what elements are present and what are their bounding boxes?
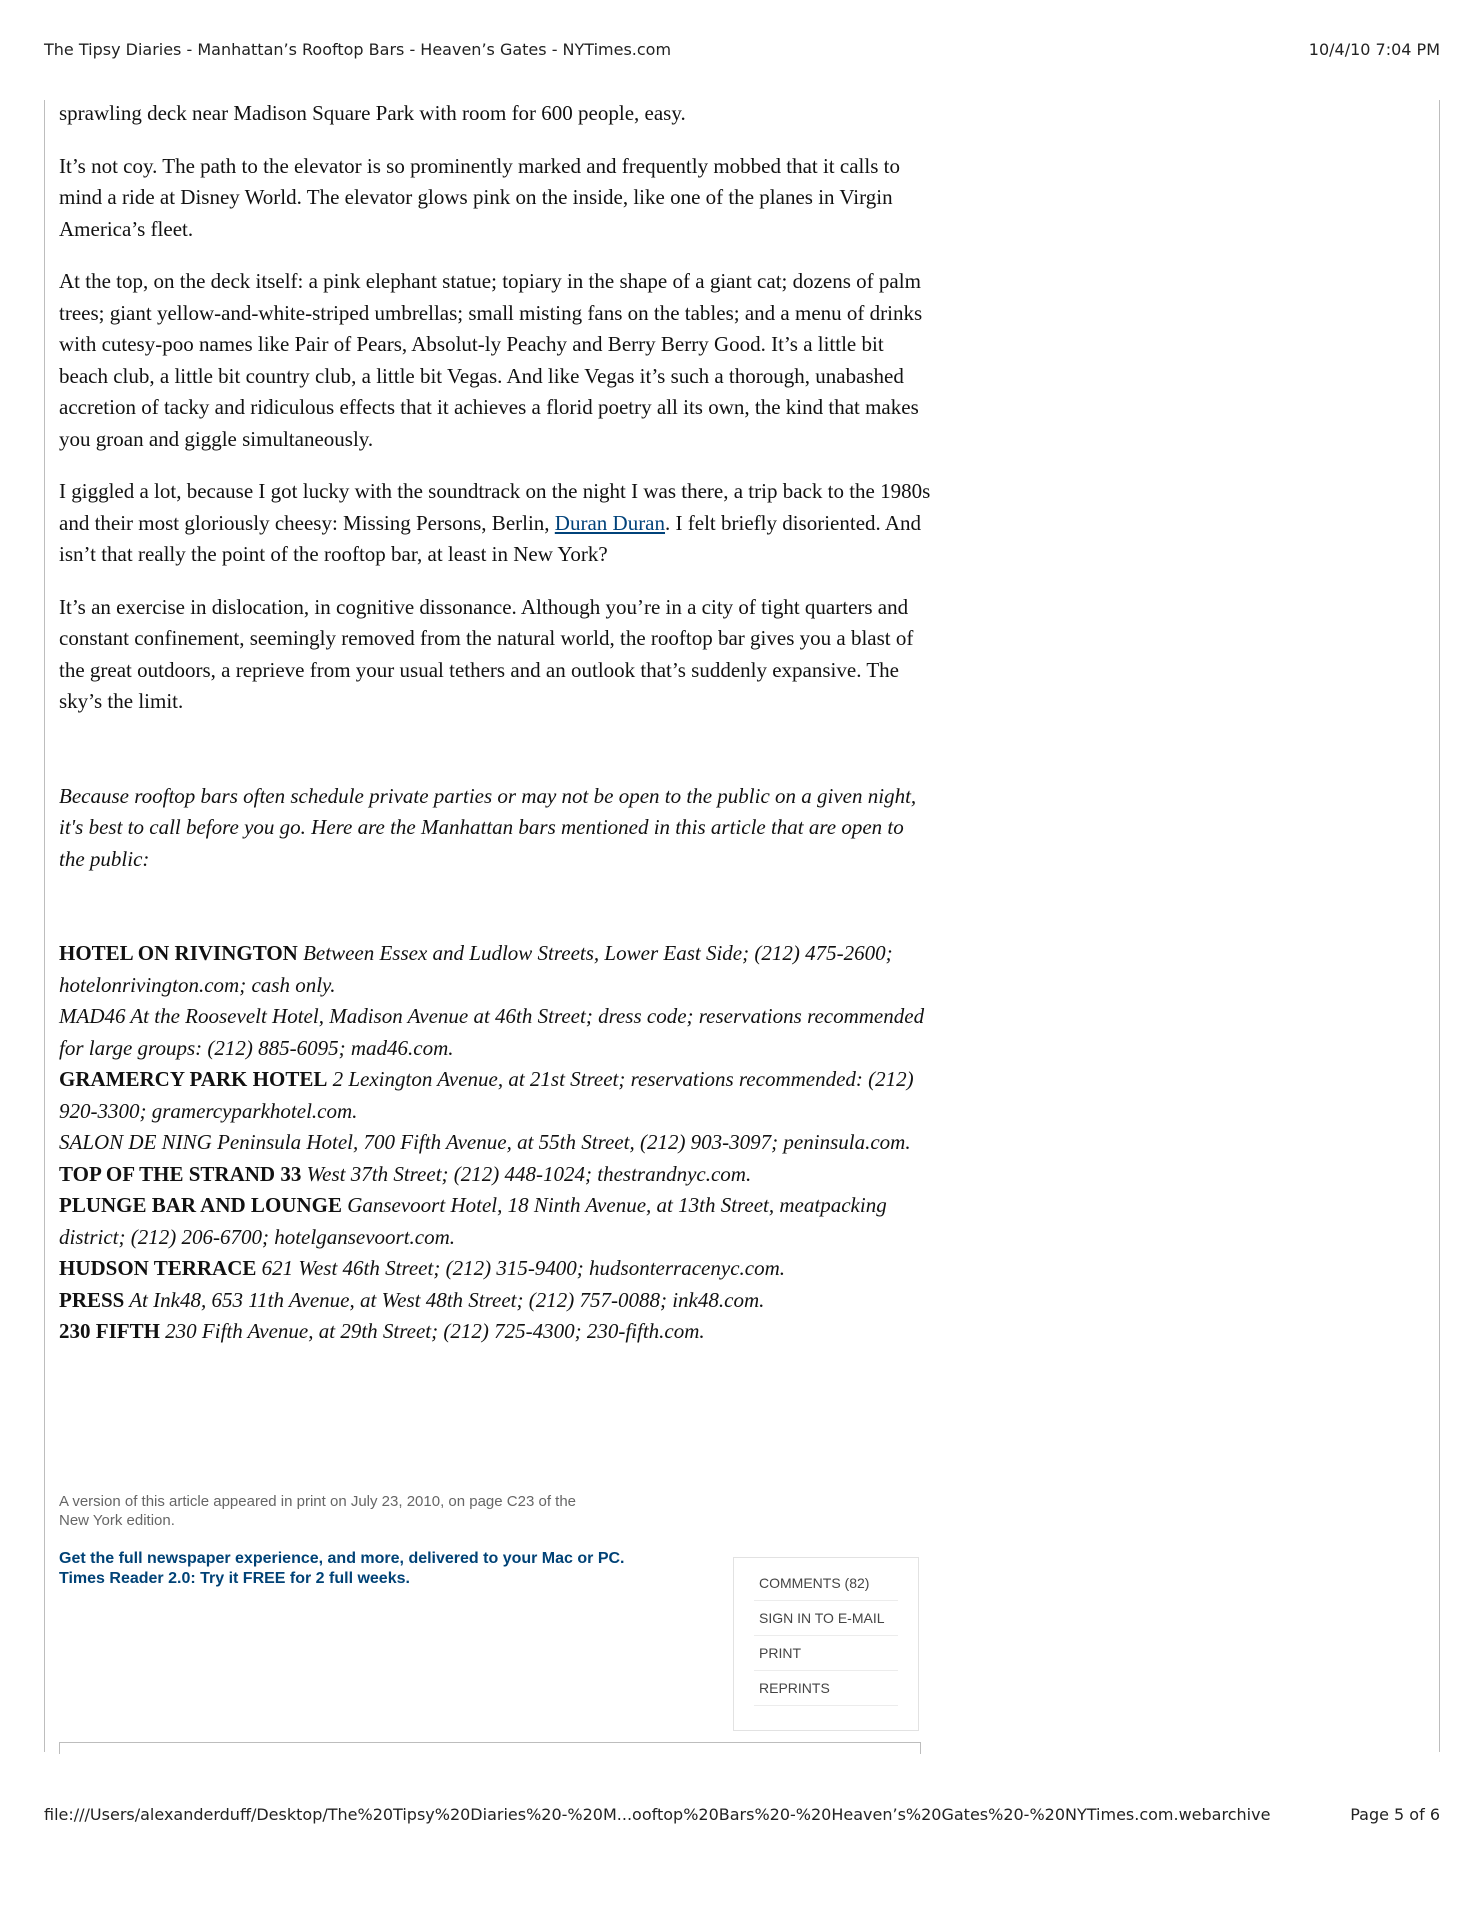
listing-details: West 37th Street; (212) 448-1024; thestrandnyc.com. xyxy=(301,1161,752,1186)
paragraph: sprawling deck near Madison Square Park with room for 600 people, easy. xyxy=(59,101,686,125)
listing-details: SALON DE NING Peninsula Hotel, 700 Fifth Avenue, at 55th Street, (212) 903-3097; peninsula.com. xyxy=(59,1130,911,1154)
duran-duran-link[interactable]: Duran Duran xyxy=(554,510,666,535)
listing-name: 230 FIFTH xyxy=(59,1319,160,1343)
page-frame-right xyxy=(1439,100,1440,1752)
email-signin-link[interactable]: SIGN IN TO E-MAIL xyxy=(754,1601,898,1636)
bottom-panel-edge xyxy=(59,1742,921,1754)
listing-details: 2 Lexington Avenue, at 21st Street; reservations recommended: (212) 920-3300; gramercyparkhotel.com. xyxy=(59,1067,914,1123)
listing-name: PRESS xyxy=(59,1287,125,1312)
paragraph-text: I giggled a lot, because I got lucky with the soundtrack on the night I was there, a trip back to the 1980s and their most gloriously cheesy: Missing Persons, Berlin, xyxy=(59,479,931,535)
listing-details: At Ink48, 653 11th Avenue, at West 48th Street; (212) 757-0088; ink48.com. xyxy=(124,1287,765,1312)
listing-name: HUDSON TERRACE xyxy=(59,1256,257,1280)
print-header xyxy=(44,40,1440,59)
page-number: Page 5 of 6 xyxy=(1350,1805,1440,1824)
public-access-note: Because rooftop bars often schedule private parties or may not be open to the public on a given night, it's best to call before you go. Here are the Manhattan bars mentioned in this article that are open to the public: xyxy=(59,783,917,871)
listing-details: 230 Fifth Avenue, at 29th Street; (212) 725-4300; 230-fifth.com. xyxy=(159,1319,705,1343)
bar-listings xyxy=(59,938,934,1348)
article-tools xyxy=(733,1557,919,1731)
paragraph xyxy=(59,476,934,571)
reprints-link[interactable]: REPRINTS xyxy=(754,1671,898,1706)
listing-name: HOTEL ON RIVINGTON xyxy=(59,941,298,965)
listing-item xyxy=(59,1253,934,1285)
listing-item xyxy=(59,938,934,1001)
listing-details: Gansevoort Hotel, 18 Ninth Avenue, at 13th Street, meatpacking district; (212) 206-6700; hotelgansevoort.com. xyxy=(59,1193,887,1249)
listing-item xyxy=(59,1159,934,1191)
print-link[interactable]: PRINT xyxy=(754,1636,898,1671)
listing-item xyxy=(59,1127,934,1159)
listing-name: GRAMERCY PARK HOTEL xyxy=(59,1067,328,1091)
promo-line[interactable]: Times Reader 2.0: Try it FREE for 2 full weeks. xyxy=(59,1570,410,1587)
article-body xyxy=(59,98,934,1348)
listing-item xyxy=(59,1190,934,1253)
listing-details: MAD46 At the Roosevelt Hotel, Madison Avenue at 46th Street; dress code; reservations recommended for large groups: (212) 885-6095; mad46.com. xyxy=(59,1004,925,1060)
listing-name: PLUNGE BAR AND LOUNGE xyxy=(59,1193,342,1217)
page-frame-left xyxy=(44,100,45,1752)
page-title: The Tipsy Diaries - Manhattan’s Rooftop Bars - Heaven’s Gates - NYTimes.com xyxy=(44,40,672,59)
print-datetime: 10/4/10 7:04 PM xyxy=(1308,40,1440,59)
paragraph: It’s an exercise in dislocation, in cognitive dissonance. Although you’re in a city of tight quarters and constant confinement, seemingly removed from the natural world, the rooftop bar gives you a blast of the great outdoors, a reprieve from your usual tethers and an outlook that’s suddenly expansive. The sky’s the limit. xyxy=(59,594,914,713)
paragraph: It’s not coy. The path to the elevator is so prominently marked and frequently mobbed that it calls to mind a ride at Disney World. The elevator glows pink on the inside, like one of the planes in Virgin America’s fleet. xyxy=(59,153,900,241)
paragraph: At the top, on the deck itself: a pink elephant statue; topiary in the shape of a giant cat; dozens of palm trees; giant yellow-and-white-striped umbrellas; small misting fans on the tables; and a menu of drinks with cutesy-poo names like Pair of Pears, Absolut-ly Peachy and Berry Berry Good. It’s a little bit beach club, a little bit country club, a little bit Vegas. And like Vegas it’s such a thorough, unabashed accretion of tacky and ridiculous effects that it achieves a florid poetry all its own, the kind that makes you groan and giggle simultaneously. xyxy=(59,269,923,451)
times-reader-promo[interactable] xyxy=(59,1549,739,1589)
listing-item xyxy=(59,1001,934,1064)
promo-line[interactable]: Get the full newspaper experience, and more, delivered to your Mac or PC. xyxy=(59,1550,625,1567)
listing-name: TOP OF THE STRAND 33 xyxy=(59,1161,302,1186)
spacer xyxy=(59,896,934,938)
comments-link[interactable]: COMMENTS (82) xyxy=(754,1566,898,1601)
spacer xyxy=(59,739,934,781)
listing-item xyxy=(59,1064,934,1127)
print-footer xyxy=(44,1805,1440,1824)
listing-item xyxy=(59,1285,934,1317)
file-path: file:///Users/alexanderduff/Desktop/The%20Tipsy%20Diaries%20-%20M...ooftop%20Bars%20-%20Heaven’s%20Gates%20-%20NYTimes.com.webarchive xyxy=(44,1805,1271,1824)
paragraph-text: . I felt briefly disoriented. And isn’t that really the point of the rooftop bar, at least in New York? xyxy=(59,510,922,566)
print-edition-note: A version of this article appeared in print on July 23, 2010, on page C23 of the New York edition. xyxy=(59,1493,577,1529)
listing-details: 621 West 46th Street; (212) 315-9400; hudsonterracenyc.com. xyxy=(256,1256,785,1280)
listing-item xyxy=(59,1316,934,1348)
listing-details: Between Essex and Ludlow Streets, Lower East Side; (212) 475-2600; hotelonrivington.com; cash only. xyxy=(59,941,893,997)
